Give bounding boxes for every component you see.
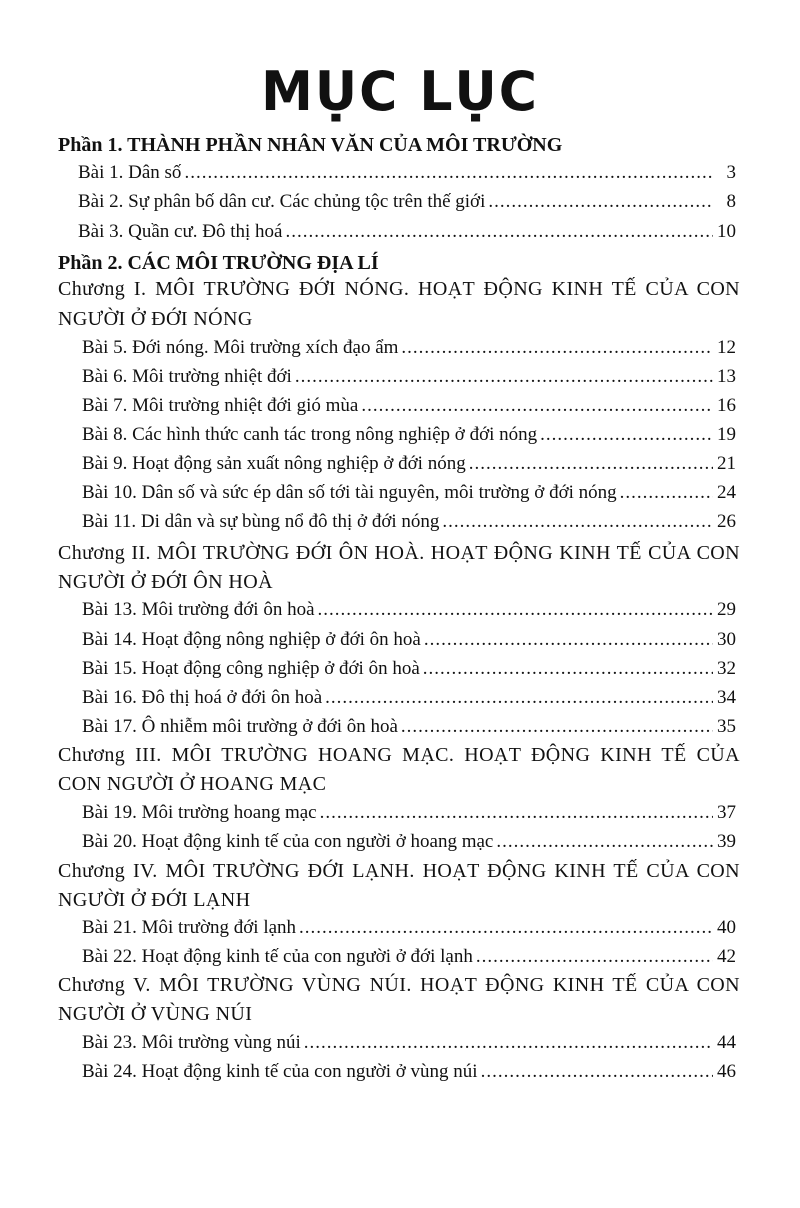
toc-item-bai-21[interactable] [82,915,736,941]
toc-item-label: Bài 3. Quần cư. Đô thị hoá [78,221,283,242]
chapter-2-title-cont: NGƯỜI Ở ĐỚI ÔN HOÀ [58,571,273,593]
chapter-3-title-cont: CON NGƯỜI Ở HOANG MẠC [58,773,327,795]
toc-item-label: Bài 14. Hoạt động nông nghiệp ở đới ôn hoà [82,629,421,650]
toc-item-page: 37 [717,802,736,823]
dot-leader [424,627,713,653]
toc-item-label: Bài 7. Môi trường nhiệt đới gió mùa [82,395,359,416]
dot-leader [304,1030,713,1056]
toc-item-page: 35 [717,716,736,737]
dot-leader [401,714,713,740]
toc-item-label: Bài 11. Di dân và sự bùng nổ đô thị ở đới nóng [82,511,440,532]
chapter-1-title: Chương I. MÔI TRƯỜNG ĐỚI NÓNG. HOẠT ĐỘNG KINH TẾ CỦA CON [58,278,740,300]
dot-leader [476,944,713,970]
toc-item-label: Bài 8. Các hình thức canh tác trong nông nghiệp ở đới nóng [82,424,538,445]
toc-item-bai-3[interactable] [78,219,736,245]
toc-item-label: Bài 9. Hoạt động sản xuất nông nghiệp ở đới nóng [82,453,466,474]
toc-item-bai-24[interactable] [82,1059,736,1085]
toc-item-bai-19[interactable] [82,800,736,826]
toc-item-bai-13[interactable] [82,597,736,623]
toc-item-bai-6[interactable] [82,364,736,390]
toc-item-label: Bài 23. Môi trường vùng núi [82,1032,301,1053]
dot-leader [620,480,713,506]
toc-item-page: 26 [717,511,736,532]
dot-leader [361,393,713,419]
toc-item-page: 40 [717,917,736,938]
dot-leader [184,160,713,186]
toc-item-page: 42 [717,946,736,967]
dot-leader [442,509,713,535]
dot-leader [325,685,713,711]
dot-leader [320,800,713,826]
chapter-4-title: Chương IV. MÔI TRƯỜNG ĐỚI LẠNH. HOẠT ĐỘNG KINH TẾ CỦA CON [58,860,740,882]
chapter-5-title-cont: NGƯỜI Ở VÙNG NÚI [58,1003,253,1025]
toc-item-label: Bài 22. Hoạt động kinh tế của con người ở đới lạnh [82,946,473,967]
toc-item-page: 34 [717,687,736,708]
dot-leader [496,829,713,855]
toc-item-bai-10[interactable] [82,480,736,506]
toc-item-page: 44 [717,1032,736,1053]
chapter-2-title: Chương II. MÔI TRƯỜNG ĐỚI ÔN HOÀ. HOẠT ĐỘNG KINH TẾ CỦA CON [58,542,740,564]
toc-item-label: Bài 21. Môi trường đới lạnh [82,917,297,938]
toc-item-page: 32 [717,658,736,679]
toc-item-page: 13 [717,366,736,387]
dot-leader [423,656,713,682]
toc-item-label: Bài 5. Đới nóng. Môi trường xích đạo ẩm [82,337,399,358]
toc-item-bai-17[interactable] [82,714,736,740]
dot-leader [318,597,713,623]
toc-item-page: 46 [717,1061,736,1082]
toc-item-bai-11[interactable] [82,509,736,535]
toc-item-bai-16[interactable] [82,685,736,711]
toc-item-label: Bài 20. Hoạt động kinh tế của con người ở hoang mạc [82,831,494,852]
dot-leader [540,422,713,448]
toc-item-label: Bài 6. Môi trường nhiệt đới [82,366,292,387]
part-2-heading: Phần 2. CÁC MÔI TRƯỜNG ĐỊA LÍ [58,252,379,274]
toc-item-page: 39 [717,831,736,852]
part-1-heading: Phần 1. THÀNH PHẦN NHÂN VĂN CỦA MÔI TRƯỜNG [58,134,563,156]
toc-item-label: Bài 2. Sự phân bố dân cư. Các chủng tộc trên thế giới [78,191,486,212]
toc-item-page: 12 [717,337,736,358]
toc-item-label: Bài 17. Ô nhiễm môi trường ở đới ôn hoà [82,716,398,737]
dot-leader [295,364,713,390]
chapter-1-title-cont: NGƯỜI Ở ĐỚI NÓNG [58,308,253,330]
toc-item-page: 8 [726,191,736,212]
toc-item-label: Bài 13. Môi trường đới ôn hoà [82,599,315,620]
toc-item-page: 30 [717,629,736,650]
toc-item-page: 19 [717,424,736,445]
dot-leader [481,1059,713,1085]
toc-item-bai-15[interactable] [82,656,736,682]
toc-item-bai-5[interactable] [82,335,736,361]
toc-item-page: 3 [726,162,736,183]
toc-item-page: 29 [717,599,736,620]
toc-item-label: Bài 10. Dân số và sức ép dân số tới tài nguyên, môi trường ở đới nóng [82,482,617,503]
toc-item-bai-14[interactable] [82,627,736,653]
toc-item-bai-2[interactable] [78,189,736,215]
dot-leader [488,189,713,215]
toc-item-bai-7[interactable] [82,393,736,419]
dot-leader [469,451,713,477]
toc-item-page: 10 [717,221,736,242]
toc-item-bai-8[interactable] [82,422,736,448]
toc-item-bai-22[interactable] [82,944,736,970]
dot-leader [285,219,713,245]
page-title: MỤC LỤC [261,60,539,124]
toc-item-bai-9[interactable] [82,451,736,477]
dot-leader [401,335,713,361]
toc-item-page: 16 [717,395,736,416]
toc-item-label: Bài 15. Hoạt động công nghiệp ở đới ôn hoà [82,658,420,679]
toc-item-label: Bài 16. Đô thị hoá ở đới ôn hoà [82,687,323,708]
toc-item-label: Bài 1. Dân số [78,162,182,183]
chapter-3-title: Chương III. MÔI TRƯỜNG HOANG MẠC. HOẠT ĐỘNG KINH TẾ CỦA [58,744,740,766]
toc-item-label: Bài 19. Môi trường hoang mạc [82,802,317,823]
toc-item-bai-1[interactable] [78,160,736,186]
toc-item-page: 21 [717,453,736,474]
toc-item-label: Bài 24. Hoạt động kinh tế của con người ở vùng núi [82,1061,478,1082]
chapter-5-title: Chương V. MÔI TRƯỜNG VÙNG NÚI. HOẠT ĐỘNG KINH TẾ CỦA CON [58,974,740,996]
chapter-4-title-cont: NGƯỜI Ở ĐỚI LẠNH [58,889,251,911]
toc-item-bai-20[interactable] [82,829,736,855]
toc-item-bai-23[interactable] [82,1030,736,1056]
dot-leader [299,915,713,941]
toc-item-page: 24 [717,482,736,503]
